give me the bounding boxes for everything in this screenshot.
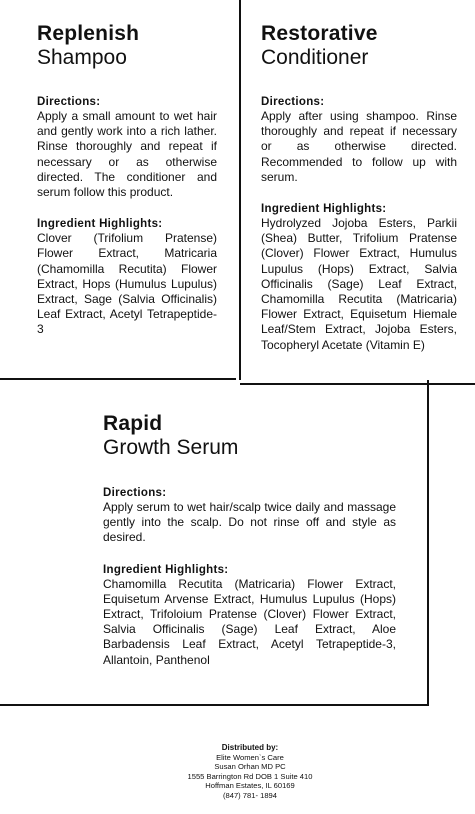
conditioner-title-bold: Restorative	[261, 22, 378, 45]
distributor-footer	[120, 743, 380, 801]
serum-directions-text: Apply serum to wet hair/scalp twice daily and massage gently into the scalp. Do not rinse off and style as desired.	[103, 500, 396, 545]
doctor-name: Susan Orhan MD PC	[214, 762, 286, 772]
conditioner-title-light: Conditioner	[261, 46, 369, 69]
shampoo-directions-heading: Directions:	[37, 96, 101, 108]
shampoo-title-light: Shampoo	[37, 46, 127, 69]
serum-title-bold: Rapid	[103, 412, 163, 435]
city-state-zip: Hoffman Estates, IL 60169	[205, 781, 295, 791]
shampoo-directions-text: Apply a small amount to wet hair and gently work into a rich lather. Rinse thoroughly and repeat if necessary or as otherwise directed. The conditioner and serum follow this product.	[37, 109, 217, 200]
serum-panel	[103, 412, 396, 668]
serum-directions-heading: Directions:	[103, 487, 167, 499]
distributed-by-label: Distributed by:	[221, 743, 279, 752]
serum-ingredients-heading: Ingredient Highlights:	[103, 563, 229, 576]
company-name: Elite Women`s Care	[216, 752, 284, 762]
shampoo-title-bold: Replenish	[37, 22, 140, 45]
shampoo-ingredients-text: Clover (Trifolium Pratense) Flower Extract, Matricaria (Chamomilla Recutita) Flower Extract, Hops (Humulus Lupulus) Extract, Sage (Salvia Officinalis) Leaf Extract, Acetyl Tetrapeptide-3	[37, 231, 217, 337]
conditioner-ingredients-text: Hydrolyzed Jojoba Esters, Parkii (Shea) Butter, Trifolium Pratense (Clover) Flower Extract, Humulus Lupulus (Hops) Extract, Salvia Officinalis (Sage) Leaf Extract, Chamomilla Recutita (Matricaria) Flower Extract, Equisetum Hiemale Leaf/Stem Extract, Jojoba Esters, Tocopheryl Acetate (Vitamin E)	[261, 216, 457, 352]
shampoo-panel	[37, 22, 217, 338]
conditioner-ingredients-heading: Ingredient Highlights:	[261, 203, 387, 216]
conditioner-panel	[261, 22, 457, 353]
phone-number: (847) 781- 1894	[222, 790, 278, 800]
serum-title-light: Growth Serum	[103, 436, 239, 459]
conditioner-directions-heading: Directions:	[261, 96, 325, 108]
street-address: 1555 Barrington Rd DOB 1 Suite 410	[187, 771, 313, 781]
conditioner-directions-text: Apply after using shampoo. Rinse thoroughly and repeat if necessary or as otherwise directed. Recommended to follow up with serum.	[261, 109, 457, 184]
serum-ingredients-text: Chamomilla Recutita (Matricaria) Flower Extract, Equisetum Arvense Extract, Humulus Lupulus (Hops) Extract, Trifoloium Pratense (Clover) Flower Extract, Salvia Officinalis (Sage) Leaf Extract, Aloe Barbadensis Leaf Extract, Acetyl Tetrapeptide-3, Allantoin, Panthenol	[103, 576, 396, 667]
shampoo-ingredients-heading: Ingredient Highlights:	[37, 218, 163, 231]
